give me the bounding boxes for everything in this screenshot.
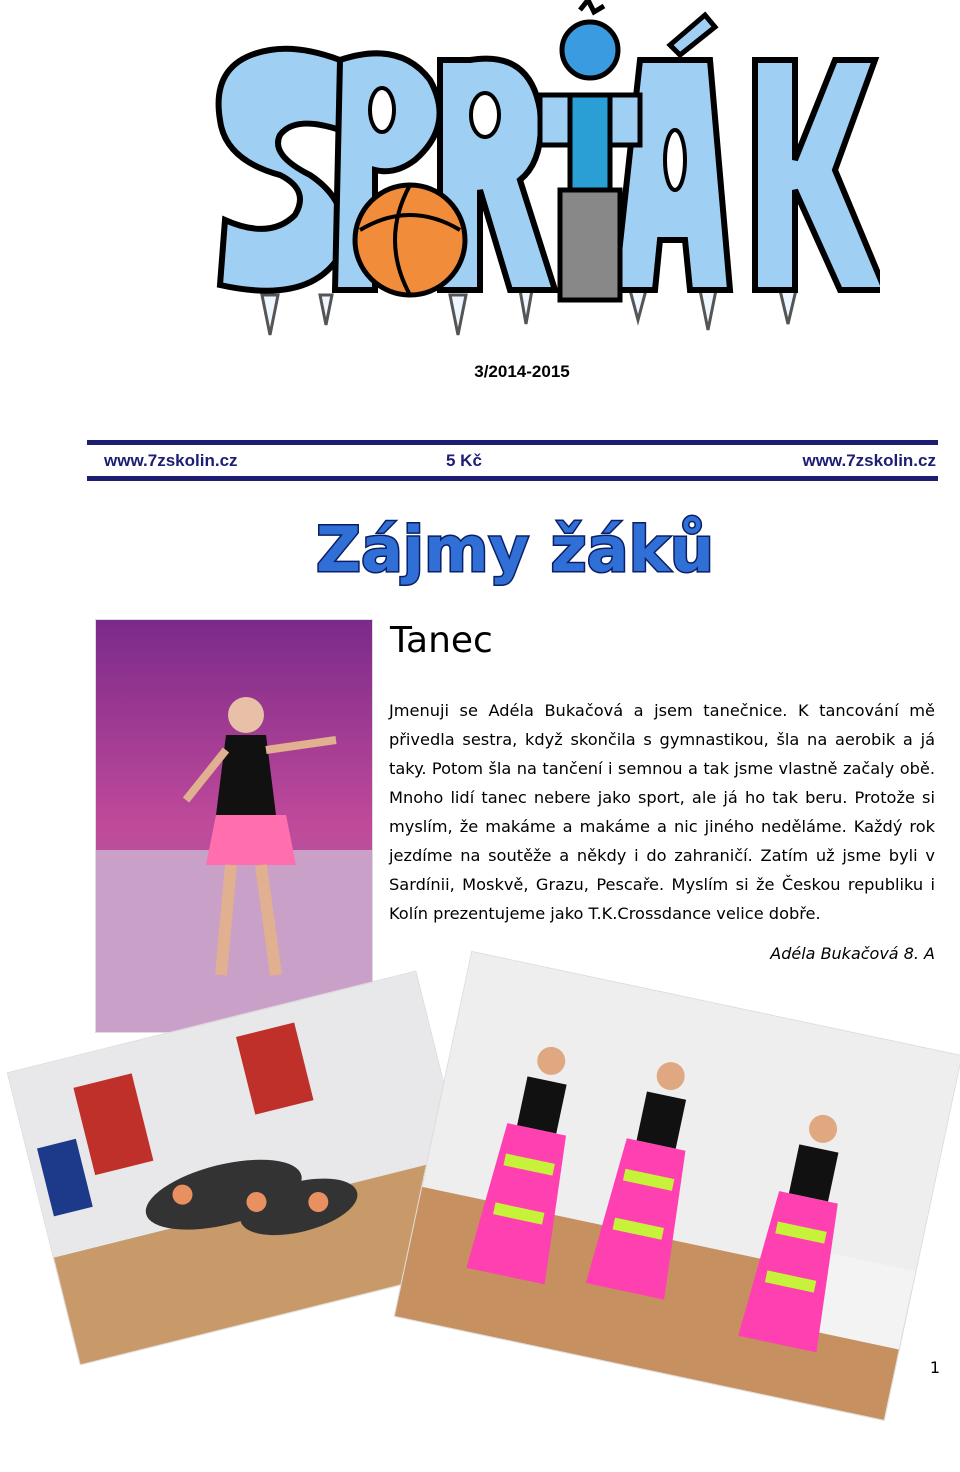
dancer-photo [96, 620, 372, 1032]
article-author: Adéla Bukačová 8. A [770, 944, 935, 963]
band-rule-top [87, 440, 938, 445]
article-body: Jmenuji se Adéla Bukačová a jsem tanečnice. K tancování mě přivedla sestra, když skončila s gymnastikou, šla na aerobik a já taky. Potom šla na tančení i semnou a tak jsme vlastně začaly obě. Mnoho lidí tanec nebere jako sport, ale já ho tak beru. Protože si myslím, že makáme a makáme a nic jiného neděláme. Každý rok jezdíme na soutěže a někdy i do zahraničí. Zatím už jsme byli v Sardínii, Moskvě, Grazu, Pescaře. Myslím si že Českou republiku i Kolín prezentujeme jako T.K.Crossdance velice dobře. [389, 701, 935, 923]
article-title: Tanec [390, 620, 493, 661]
masthead-logo [200, 0, 880, 350]
section-banner-graphic [280, 505, 750, 591]
website-link-right[interactable]: www.7zskolin.cz [802, 451, 936, 470]
page-number: 1 [929, 1358, 940, 1377]
dancer-photo-image [96, 620, 372, 1032]
band-rule-bottom [87, 476, 938, 481]
group-dance-photo-2 [395, 952, 960, 1420]
group-dance-photo-2-image [395, 952, 960, 1420]
website-link-left[interactable]: www.7zskolin.cz [104, 451, 238, 470]
issue-number: 3/2014-2015 [474, 362, 570, 381]
header-band [104, 449, 936, 473]
section-banner-text: Zájmy žáků [316, 513, 714, 586]
section-banner [280, 505, 750, 591]
sportak-logo-graphic [200, 0, 880, 350]
price-label: 5 Kč [446, 451, 482, 470]
